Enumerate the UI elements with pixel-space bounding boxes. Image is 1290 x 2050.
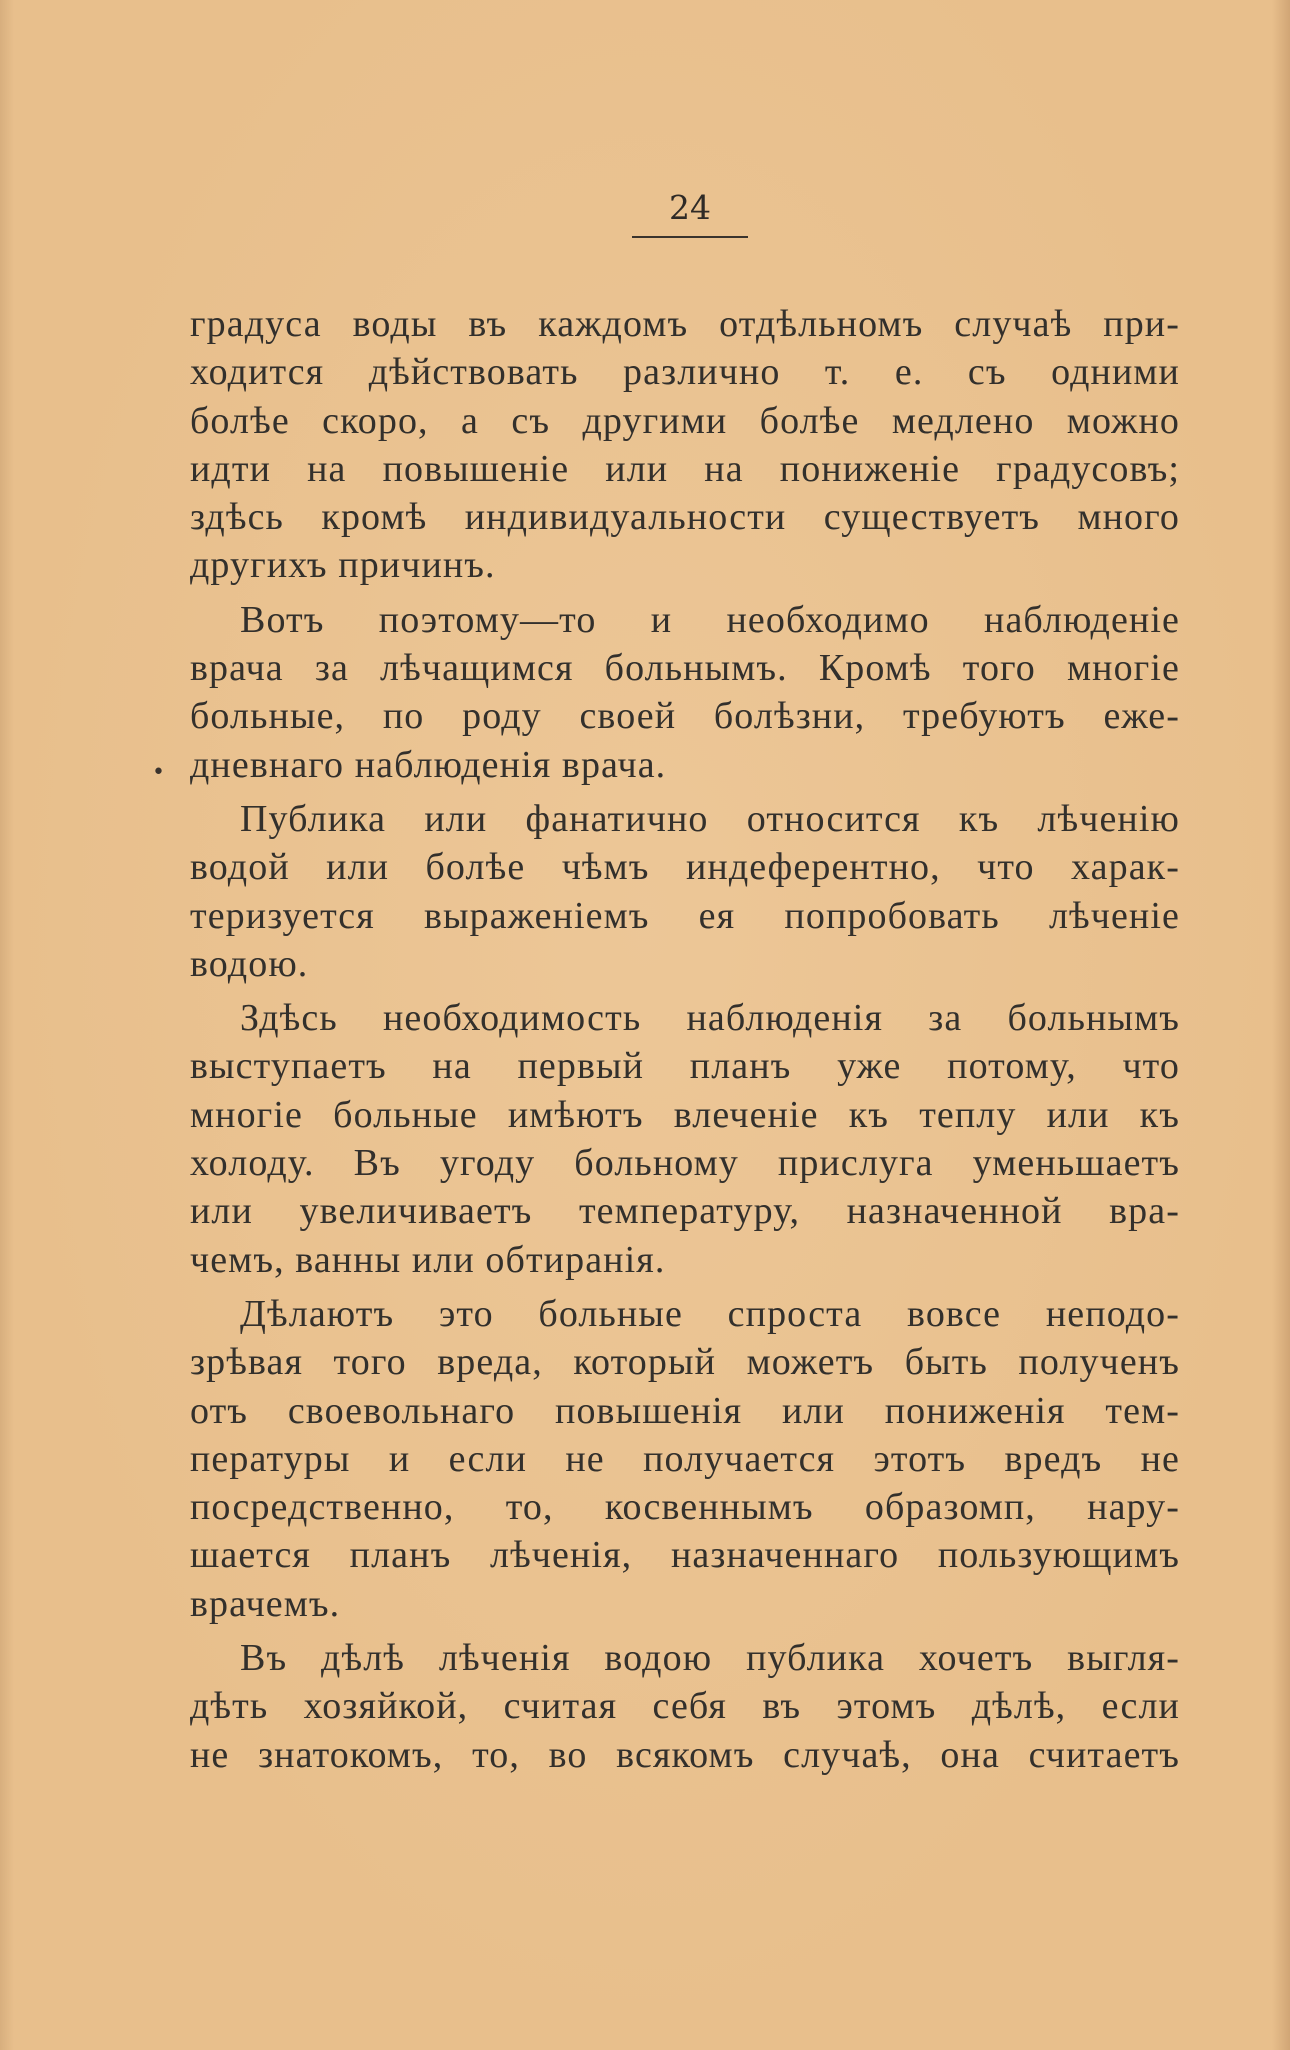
paragraph	[190, 1634, 1180, 1779]
text-line: водой или болѣе чѣмъ индеферентно, что харак-	[190, 846, 1180, 889]
text-line: чемъ, ванны или обтиранія.	[190, 1238, 666, 1281]
text-line: Здѣсь необходимость наблюденія за больнымъ	[240, 997, 1180, 1040]
margin-mark: •	[152, 760, 165, 785]
text-line: не знатокомъ, то, во всякомъ случаѣ, она считаетъ	[190, 1733, 1180, 1776]
text-line: врача за лѣчащимся больнымъ. Кромѣ того многіе	[190, 647, 1180, 690]
text-line: больные, по роду своей болѣзни, требуютъ еже-	[190, 695, 1180, 738]
text-line: болѣе скоро, а съ другими болѣе медлено можно	[190, 399, 1180, 442]
text-line: дневнаго наблюденія врача.	[190, 743, 667, 786]
text-line: многіе больные имѣютъ влеченіе къ теплу или къ	[190, 1093, 1180, 1136]
text-line: отъ своевольнаго повышенія или пониженія тем-	[190, 1389, 1180, 1432]
text-line: холоду. Въ угоду больному прислуга уменьшаетъ	[190, 1142, 1180, 1185]
paragraph	[190, 300, 1180, 590]
text-line: другихъ причинъ.	[190, 544, 496, 587]
paragraph	[190, 994, 1180, 1284]
page-number: 24	[669, 188, 711, 227]
text-line: пературы и если не получается этотъ вредъ не	[190, 1437, 1180, 1480]
text-line: водою.	[190, 942, 309, 985]
text-line: выступаетъ на первый планъ уже потому, что	[190, 1045, 1180, 1088]
text-line: идти на повышеніе или на пониженіе градусовъ;	[190, 447, 1180, 490]
text-line: дѣть хозяйкой, считая себя въ этомъ дѣлѣ, если	[190, 1685, 1180, 1728]
text-line: зрѣвая того вреда, который можетъ быть полученъ	[190, 1341, 1180, 1384]
text-line: врачемъ.	[190, 1582, 341, 1625]
body-text	[190, 300, 1180, 1779]
text-line: Дѣлаютъ это больные спроста вовсе неподо-	[240, 1292, 1180, 1335]
paragraph	[190, 596, 1180, 789]
paragraph	[190, 1290, 1180, 1628]
paragraph	[190, 795, 1180, 988]
text-line: посредственно, то, косвеннымъ образомп, нару-	[190, 1486, 1180, 1529]
text-line: Въ дѣлѣ лѣченія водою публика хочетъ выгля-	[240, 1637, 1180, 1680]
text-line: градуса воды въ каждомъ отдѣльномъ случаѣ при-	[190, 303, 1180, 345]
text-line: или увеличиваетъ температуру, назначенной вра-	[190, 1190, 1180, 1233]
text-line: ходится дѣйствовать различно т. е. съ одними	[190, 351, 1180, 394]
text-line: теризуется выраженіемъ ея попробовать лѣченіе	[190, 894, 1180, 937]
text-line: Публика или фанатично относится къ лѣченію	[240, 797, 1180, 840]
page-edge-left	[0, 0, 14, 2050]
text-line: шается планъ лѣченія, назначеннаго пользующимъ	[190, 1534, 1180, 1577]
text-line: здѣсь кромѣ индивидуальности существуетъ много	[190, 496, 1180, 539]
page-edge-right	[1272, 0, 1290, 2050]
page-number-rule	[632, 236, 748, 238]
text-line: Вотъ поэтому—то и необходимо наблюденіе	[240, 598, 1180, 641]
